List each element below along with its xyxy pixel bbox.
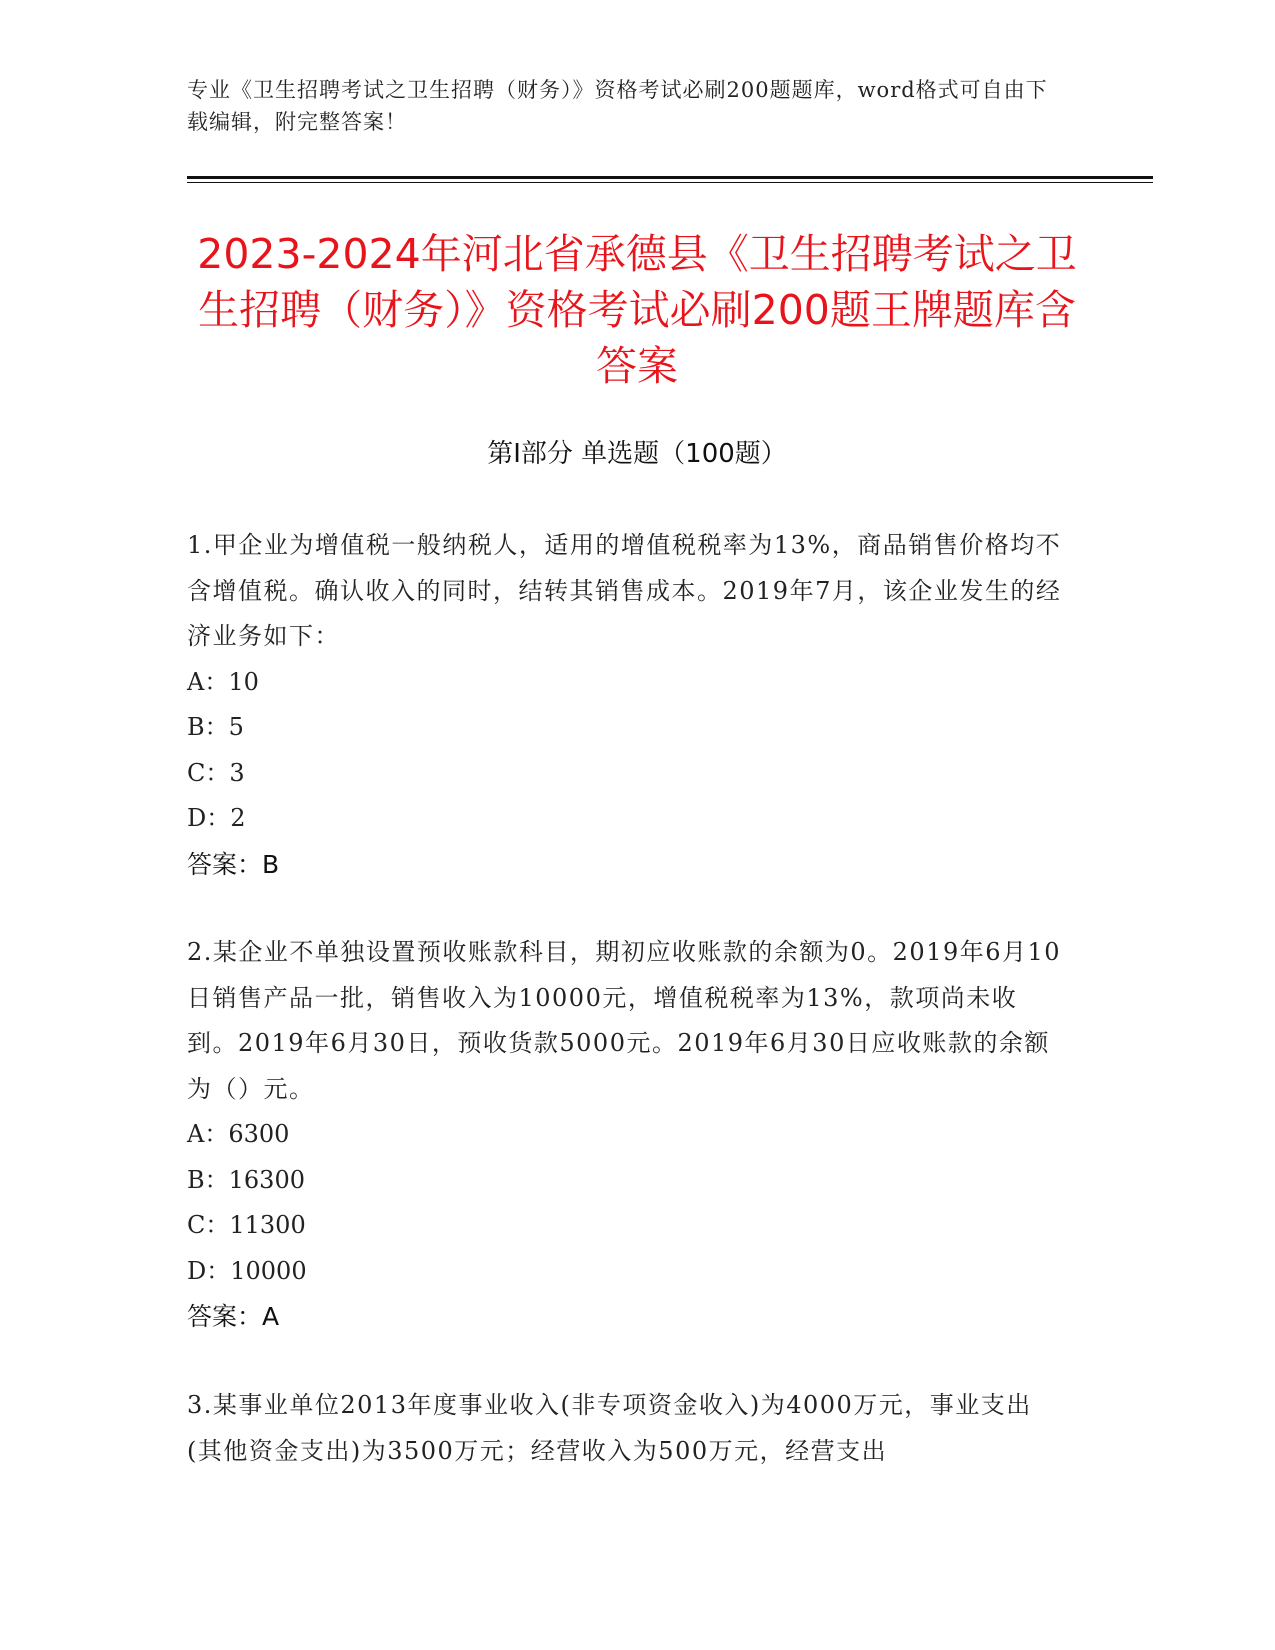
option-a: A：10: [187, 667, 259, 696]
question-1: [187, 523, 1067, 887]
section-heading: 第I部分 单选题（100题）: [487, 439, 787, 469]
question-stem: 2.某企业不单独设置预收账款科目，期初应收账款的余额为0。2019年6月10日销售产品一批，销售收入为10000元，增值税税率为13%，款项尚未收到。2019年6月30日，预收货款5000元。2019年6月30日应收账款的余额为（）元。: [187, 938, 1062, 1103]
option-c: C：3: [187, 758, 245, 787]
answer: 答案：B: [187, 849, 280, 879]
question-stem: 1.甲企业为增值税一般纳税人，适用的增值税税率为13%，商品销售价格均不含增值税。确认收入的同时，结转其销售成本。2019年7月，该企业发生的经济业务如下：: [187, 531, 1062, 650]
option-b: B：16300: [187, 1165, 305, 1194]
question-2: [187, 930, 1067, 1340]
header-divider-thick: [187, 176, 1153, 179]
document-title: 2023-2024年河北省承德县《卫生招聘考试之卫生招聘（财务）》资格考试必刷200题王牌题库含答案: [197, 230, 1077, 390]
option-d: D：10000: [187, 1256, 307, 1285]
question-stem: 3.某事业单位2013年度事业收入(非专项资金收入)为4000万元，事业支出(其他资金支出)为3500万元；经营收入为500万元，经营支出: [187, 1391, 1032, 1465]
answer: 答案：A: [187, 1302, 280, 1331]
question-3: [187, 1383, 1067, 1474]
option-d: D：2: [187, 804, 246, 832]
option-c: C：11300: [187, 1211, 306, 1239]
option-b: B：5: [187, 713, 244, 741]
option-a: A：6300: [187, 1120, 290, 1148]
header-divider-thin: [187, 182, 1153, 183]
header-note: 专业《卫生招聘考试之卫生招聘（财务）》资格考试必刷200题题库，word格式可自由下载编辑，附完整答案！: [187, 78, 1048, 134]
